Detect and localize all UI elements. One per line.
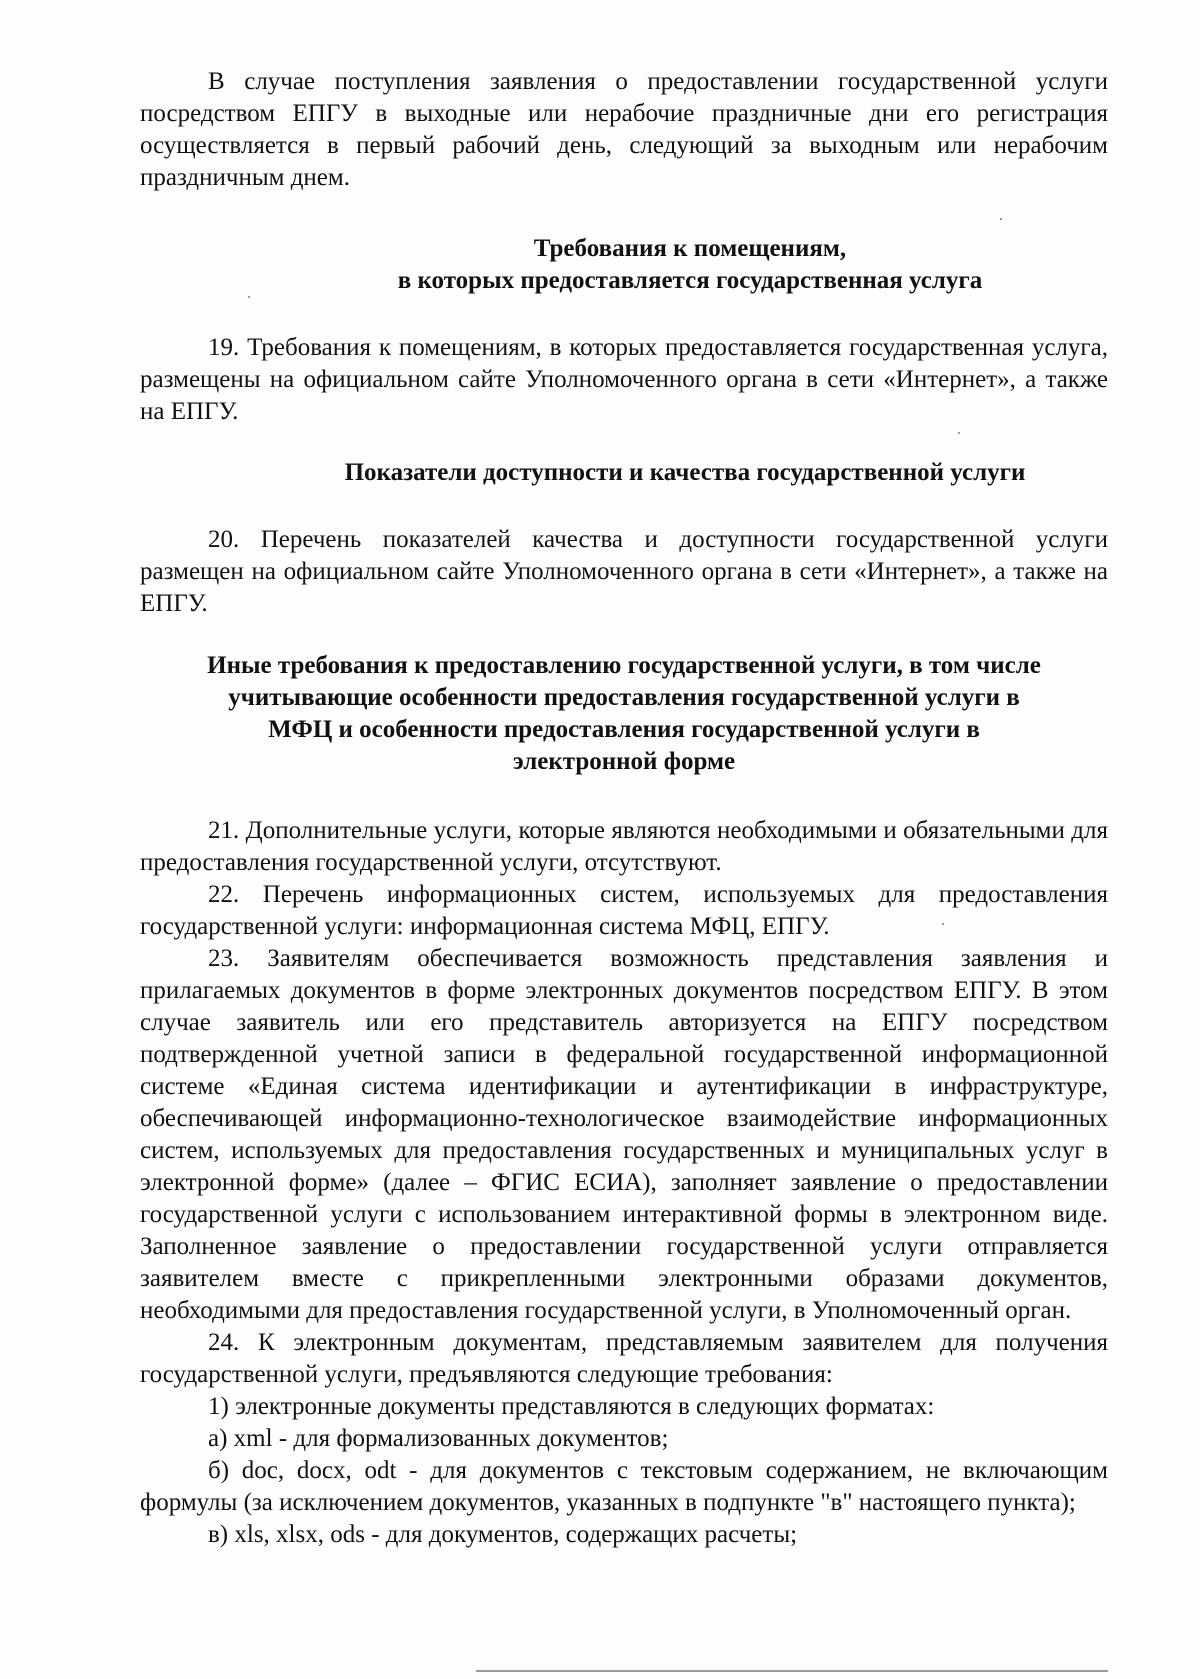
paragraph-23-text: 23. Заявителям обеспечивается возможность представления заявления и прилагаемых документов в форме электронных документов посредством ЕПГУ. В этом случае заявитель или его представитель авторизуется на ЕПГУ посредством подтвержденной учетной записи в федеральной государственной информационной системе «Единая система идентификации и аутентификации в инфраструктуре, обеспечивающей информационно-технологическое взаимодействие информационных систем, используемых для предоставления государственных и муниципальных услуг в электронной форме» (далее – ФГИС ЕСИА), заполняет заявление о предоставлении государственной услуги с использованием интерактивной формы в электронном виде. Заполненное заявление о предоставлении государственной услуги отправляется заявителем вместе с прикрепленными электронными образами документов, необходимыми для предоставления государственной услуги, в Уполномоченный орган. [140, 945, 1108, 1324]
heading-other-line3: МФЦ и особенности предоставления государственной услуги в [268, 716, 980, 743]
paragraph-21-text: 21. Дополнительные услуги, которые являются необходимыми и обязательными для предоставления государственной услуги, отсутствуют. [140, 817, 1108, 876]
heading-premises-line2: в которых предоставляется государственная услуга [397, 267, 983, 294]
item-b-text: б) doc, docx, odt - для документов с текстовым содержанием, не включающим формулы (за исключением документов, указанных в подпункте "в" настоящего пункта); [140, 1457, 1108, 1516]
heading-premises [300, 233, 1080, 297]
scan-speck [248, 296, 250, 298]
paragraph-20-text: 20. Перечень показателей качества и доступности государственной услуги размещен на официальном сайте Уполномоченного органа в сети «Интернет», а также на ЕПГУ. [140, 526, 1108, 617]
scan-speck [942, 923, 944, 925]
paragraph-19-text: 19. Требования к помещениям, в которых предоставляется государственная услуга, размещены на официальном сайте Уполномоченного органа в сети «Интернет», а также на ЕПГУ. [140, 334, 1108, 425]
paragraph-22-text: 22. Перечень информационных систем, используемых для предоставления государственной услуги: информационная система МФЦ, ЕПГУ. [140, 881, 1108, 940]
scan-bottom-rule [476, 1670, 1108, 1672]
heading-indicators-text: Показатели доступности и качества государственной услуги [344, 459, 1026, 486]
paragraphs-21-24 [140, 815, 1108, 1551]
item-v-text: в) xls, xlsx, ods - для документов, содержащих расчеты; [208, 1521, 798, 1548]
heading-other-line1: Иные требования к предоставлению государственной услуги, в том числе [207, 652, 1041, 679]
heading-premises-line1: Требования к помещениям, [533, 235, 847, 262]
heading-other-line2: учитывающие особенности предоставления государственной услуги в [228, 684, 1020, 711]
scan-speck [958, 432, 960, 434]
item-a-text: а) xml - для формализованных документов; [208, 1425, 669, 1452]
heading-other-line4: электронной форме [512, 748, 736, 775]
paragraph-19 [140, 332, 1108, 428]
item-1-text: 1) электронные документы представляются в следующих форматах: [208, 1393, 935, 1420]
intro-paragraph [140, 66, 1108, 194]
scan-speck [1000, 218, 1002, 220]
heading-other-requirements [140, 650, 1108, 778]
intro-text: В случае поступления заявления о предоставлении государственной услуги посредством ЕПГУ в выходные или нерабочие праздничные дни его регистрация осуществляется в первый рабочий день, следующий за выходным или нерабочим праздничным днем. [140, 68, 1108, 191]
paragraph-24-text: 24. К электронным документам, представляемым заявителем для получения государственной услуги, предъявляются следующие требования: [140, 1329, 1108, 1388]
paragraph-20 [140, 524, 1108, 620]
heading-indicators [270, 457, 1100, 489]
